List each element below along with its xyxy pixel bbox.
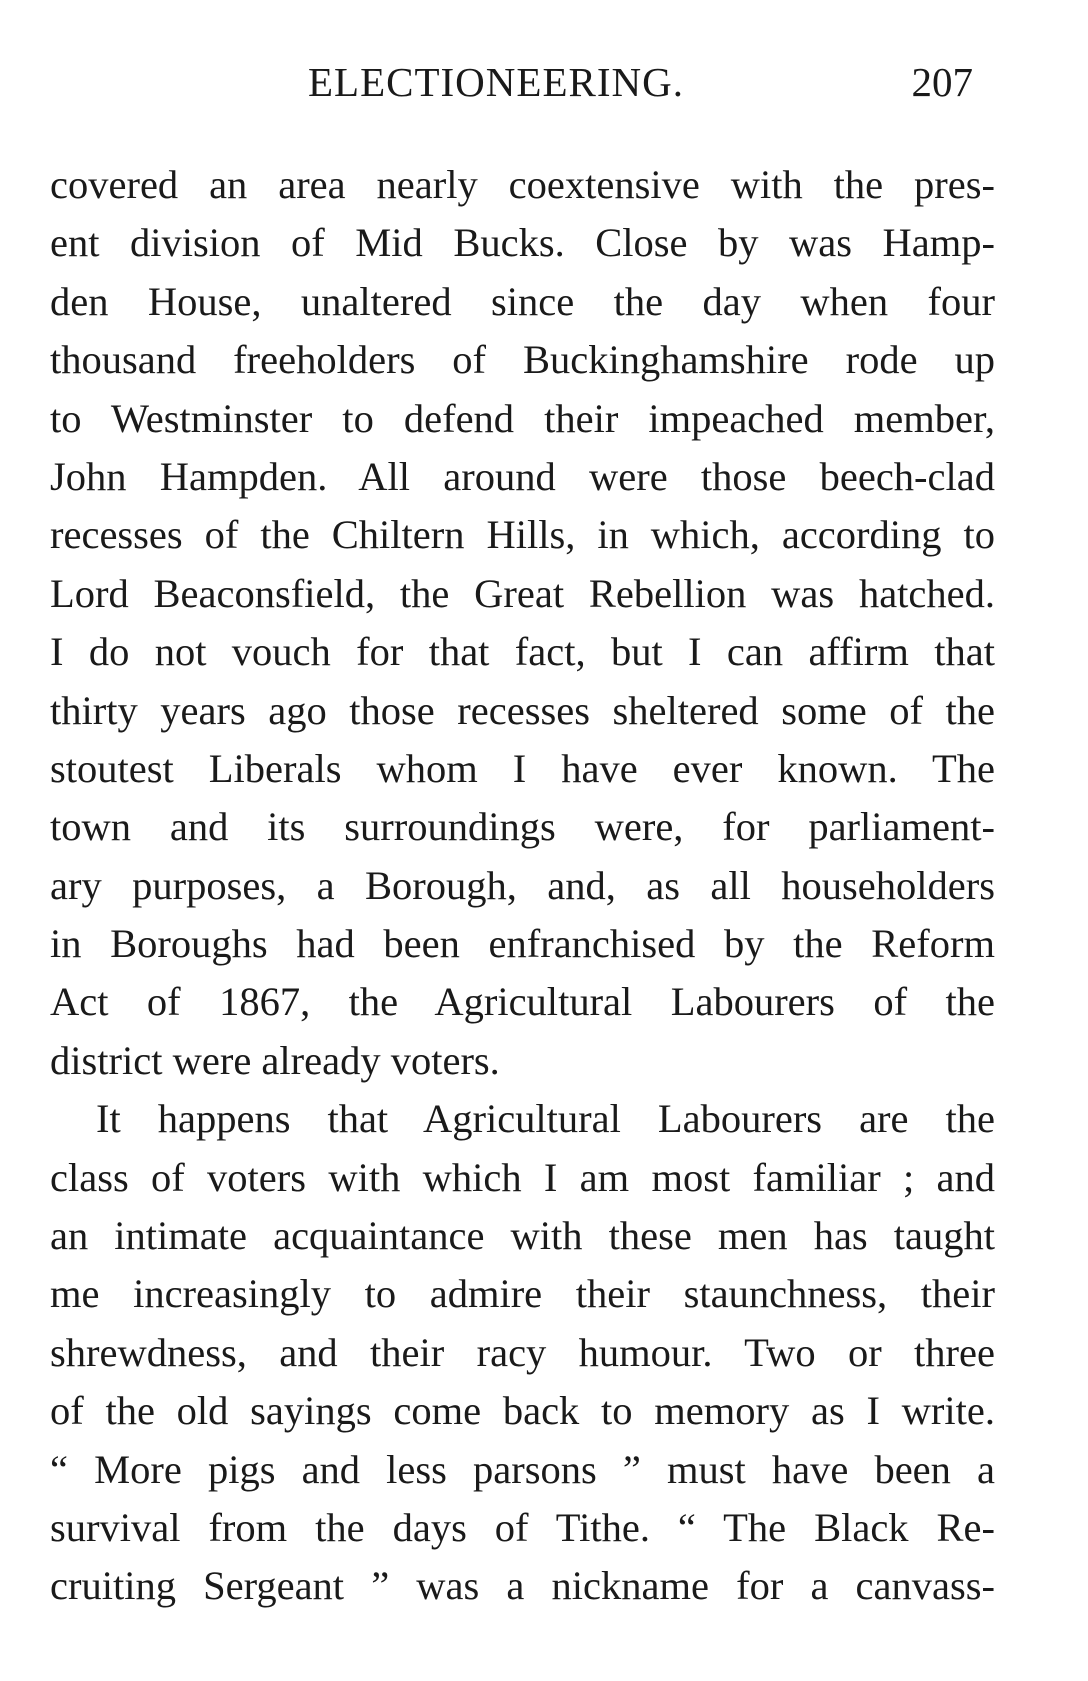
text-line: Lord Beaconsfield, the Great Rebellion was hatched. — [50, 570, 995, 616]
running-head — [50, 50, 995, 110]
text-line: I do not vouch for that fact, but I can affirm that — [50, 629, 995, 675]
text-line: Act of 1867, the Agricultural Labourers of the — [50, 979, 995, 1025]
text-line: covered an area nearly coextensive with the pres- — [50, 162, 995, 207]
body-text — [50, 156, 995, 1616]
text-line: shrewdness, and their racy humour. Two or three — [50, 1329, 995, 1375]
text-line: cruiting Sergeant ” was a nickname for a canvass- — [50, 1563, 995, 1609]
text-line: town and its surroundings were, for parliament- — [50, 804, 995, 850]
text-line: ary purposes, a Borough, and, as all householders — [50, 862, 995, 908]
text-line: an intimate acquaintance with these men has taught — [50, 1213, 995, 1259]
text-line: ent division of Mid Bucks. Close by was Hamp- — [50, 220, 995, 266]
book-page — [50, 50, 995, 1616]
page-number: 207 — [911, 59, 973, 105]
text-line: to Westminster to defend their impeached member, — [50, 395, 995, 441]
text-line: John Hampden. All around were those beech-clad — [50, 453, 995, 499]
text-line: in Boroughs had been enfranchised by the Reform — [50, 921, 995, 967]
text-line: thirty years ago those recesses sheltered some of the — [50, 687, 995, 733]
text-line: survival from the days of Tithe. “ The Black Re- — [50, 1504, 995, 1550]
text-line: class of voters with which I am most familiar ; and — [50, 1154, 995, 1200]
text-line: It happens that Agricultural Labourers are the — [96, 1096, 995, 1142]
running-title: ELECTIONEERING. — [308, 59, 684, 105]
paragraph-2 — [50, 1090, 995, 1616]
text-line: recesses of the Chiltern Hills, in which, according to — [50, 512, 995, 558]
text-line: stoutest Liberals whom I have ever known. The — [50, 745, 995, 791]
text-line: district were already voters. — [50, 1037, 500, 1083]
text-line: me increasingly to admire their staunchness, their — [50, 1271, 995, 1317]
text-line: thousand freeholders of Buckinghamshire rode up — [50, 337, 995, 383]
text-line: den House, unaltered since the day when four — [50, 278, 995, 324]
paragraph-1 — [50, 156, 995, 1090]
text-line: “ More pigs and less parsons ” must have been a — [50, 1446, 995, 1492]
text-line: of the old sayings come back to memory as I write. — [50, 1388, 995, 1434]
